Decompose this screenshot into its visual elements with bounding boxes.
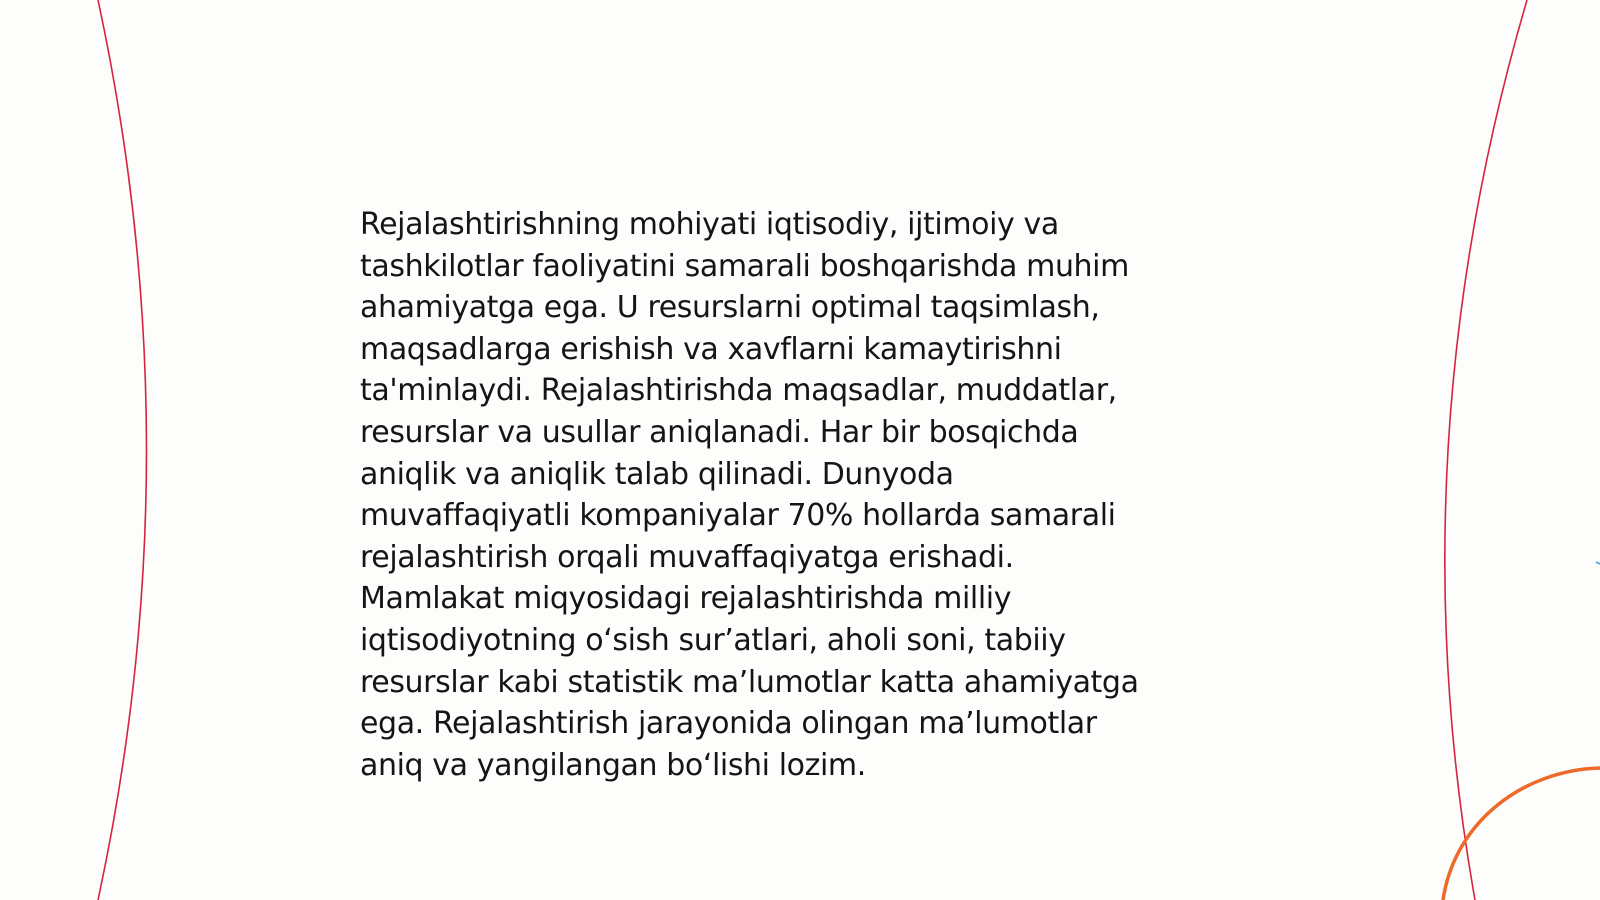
paragraph-line-2: tashkilotlar faoliyatini samarali boshqarishda muhim [360, 248, 1129, 284]
paragraph-line-8: muvaffaqiyatli kompaniyalar 70% hollarda samarali [360, 498, 1116, 534]
paragraph-line-10: Mamlakat miqyosidagi rejalashtirishda milliy [360, 581, 1012, 617]
paragraph-line-11: iqtisodiyotning oʻsish surʼatlari, aholi soni, tabiiy [360, 622, 1066, 658]
paragraph-line-3: ahamiyatga ega. U resurslarni optimal taqsimlash, [360, 290, 1100, 326]
paragraph-line-7: aniqlik va aniqlik talab qilinadi. Dunyoda [360, 456, 954, 492]
paragraph-line-13: ega. Rejalashtirish jarayonida olingan maʼlumotlar [360, 706, 1097, 742]
paragraph-line-6: resurslar va usullar aniqlanadi. Har bir bosqichda [360, 414, 1079, 450]
paragraph-line-5: ta'minlaydi. Rejalashtirishda maqsadlar, muddatlar, [360, 373, 1117, 409]
left-red-arc [98, 0, 147, 900]
paragraph-line-4: maqsadlarga erishish va xavflarni kamaytirishni [360, 331, 1062, 367]
paragraph-line-12: resurslar kabi statistik maʼlumotlar katta ahamiyatga [360, 664, 1139, 700]
paragraph-line-1: Rejalashtirishning mohiyati iqtisodiy, ijtimoiy va [360, 207, 1059, 242]
body-paragraph [360, 204, 1240, 786]
blue-accent-mark [1596, 562, 1600, 564]
orange-circle-arc [1443, 768, 1600, 900]
right-red-arc [1445, 0, 1527, 900]
paragraph-line-14: aniq va yangilangan boʻlishi lozim. [360, 747, 866, 783]
paragraph-line-9: rejalashtirish orqali muvaffaqiyatga erishadi. [360, 539, 1014, 575]
